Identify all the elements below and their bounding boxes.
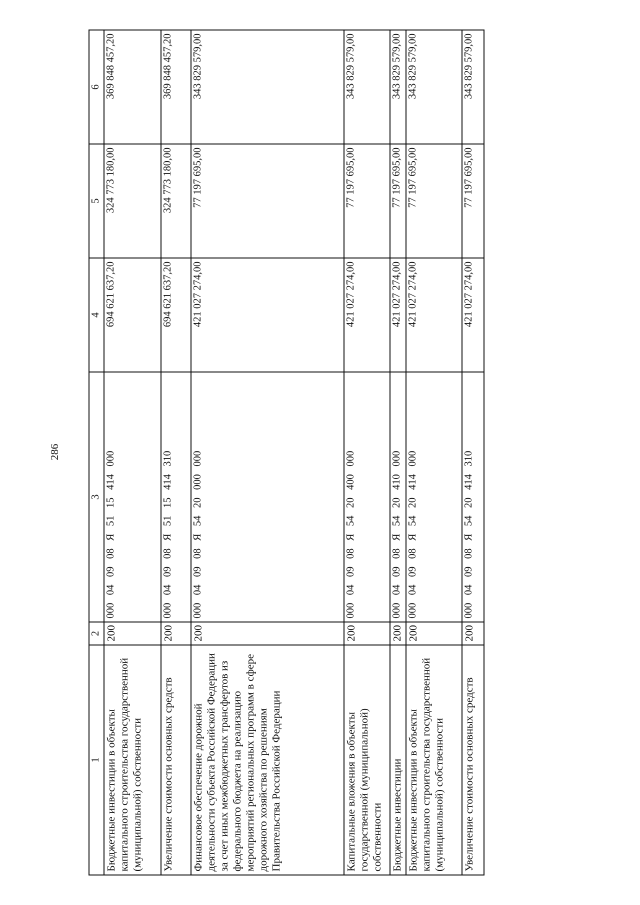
row-value-6: 369 848 457,20 — [161, 30, 191, 144]
row-value-5: 77 197 695,00 — [390, 144, 406, 258]
row-value-4: 421 027 274,00 — [344, 258, 390, 372]
row-value-5: 324 773 180,00 — [161, 144, 191, 258]
table-row — [462, 30, 484, 875]
row-value-4: 694 621 637,20 — [104, 258, 161, 372]
header-cell: 3 — [89, 372, 104, 622]
row-name: Увеличение стоимости основных средств — [161, 645, 191, 875]
budget-table — [88, 29, 484, 875]
row-rz: 200 — [462, 622, 484, 645]
row-code: 000 04 09 08 Я 51 15 414 310 — [161, 372, 191, 622]
row-name: Финансовое обеспечение дорожной деятельности субъекта Российской Федерации за счет иных межбюджетных трансфертов из федерального бюджета на реализацию мероприятий региональных программ в сфере дорожного хозяйства по решениям Правительства Российской Федерации — [191, 645, 344, 875]
header-cell: 5 — [89, 144, 104, 258]
table-row — [344, 30, 390, 875]
header-cell: 2 — [89, 622, 104, 645]
row-value-4: 421 027 274,00 — [462, 258, 484, 372]
row-value-4: 421 027 274,00 — [191, 258, 344, 372]
row-value-6: 343 829 579,00 — [390, 30, 406, 144]
row-name: Бюджетные инвестиции в объекты капитального строительства государственной (муниципальной) собственности — [406, 645, 462, 875]
row-name: Бюджетные инвестиции в объекты капитального строительства государственной (муниципальной) собственности — [104, 645, 161, 875]
table-row — [161, 30, 191, 875]
row-value-6: 343 829 579,00 — [406, 30, 462, 144]
header-cell: 6 — [89, 30, 104, 144]
row-code: 000 04 09 08 Я 54 20 400 000 — [344, 372, 390, 622]
table-row — [191, 30, 344, 875]
page-number: 286 — [49, 443, 61, 461]
row-name: Увеличение стоимости основных средств — [462, 645, 484, 875]
row-code: 000 04 09 08 Я 54 20 414 310 — [462, 372, 484, 622]
table-row — [406, 30, 462, 875]
row-code: 000 04 09 08 Я 54 20 410 000 — [390, 372, 406, 622]
row-name: Капитальные вложения в объекты государственной (муниципальной) собственности — [344, 645, 390, 875]
header-row — [89, 30, 104, 875]
row-value-4: 421 027 274,00 — [390, 258, 406, 372]
row-code: 000 04 09 08 Я 54 20 414 000 — [406, 372, 462, 622]
row-value-5: 77 197 695,00 — [344, 144, 390, 258]
row-rz: 200 — [390, 622, 406, 645]
row-value-6: 343 829 579,00 — [462, 30, 484, 144]
table-row — [104, 30, 161, 875]
row-value-4: 694 621 637,20 — [161, 258, 191, 372]
header-cell: 1 — [89, 645, 104, 875]
row-rz: 200 — [344, 622, 390, 645]
row-rz: 200 — [406, 622, 462, 645]
row-value-6: 369 848 457,20 — [104, 30, 161, 144]
row-value-6: 343 829 579,00 — [191, 30, 344, 144]
row-value-5: 77 197 695,00 — [462, 144, 484, 258]
rotated-page — [88, 30, 498, 875]
row-value-5: 77 197 695,00 — [406, 144, 462, 258]
header-cell: 4 — [89, 258, 104, 372]
row-code: 000 04 09 08 Я 51 15 414 000 — [104, 372, 161, 622]
table-wrapper — [88, 30, 498, 875]
row-rz: 200 — [161, 622, 191, 645]
row-rz: 200 — [191, 622, 344, 645]
table-row — [390, 30, 406, 875]
row-rz: 200 — [104, 622, 161, 645]
row-value-5: 324 773 180,00 — [104, 144, 161, 258]
row-value-4: 421 027 274,00 — [406, 258, 462, 372]
row-value-5: 77 197 695,00 — [191, 144, 344, 258]
row-code: 000 04 09 08 Я 54 20 000 000 — [191, 372, 344, 622]
row-value-6: 343 829 579,00 — [344, 30, 390, 144]
row-name: Бюджетные инвестиции — [390, 645, 406, 875]
